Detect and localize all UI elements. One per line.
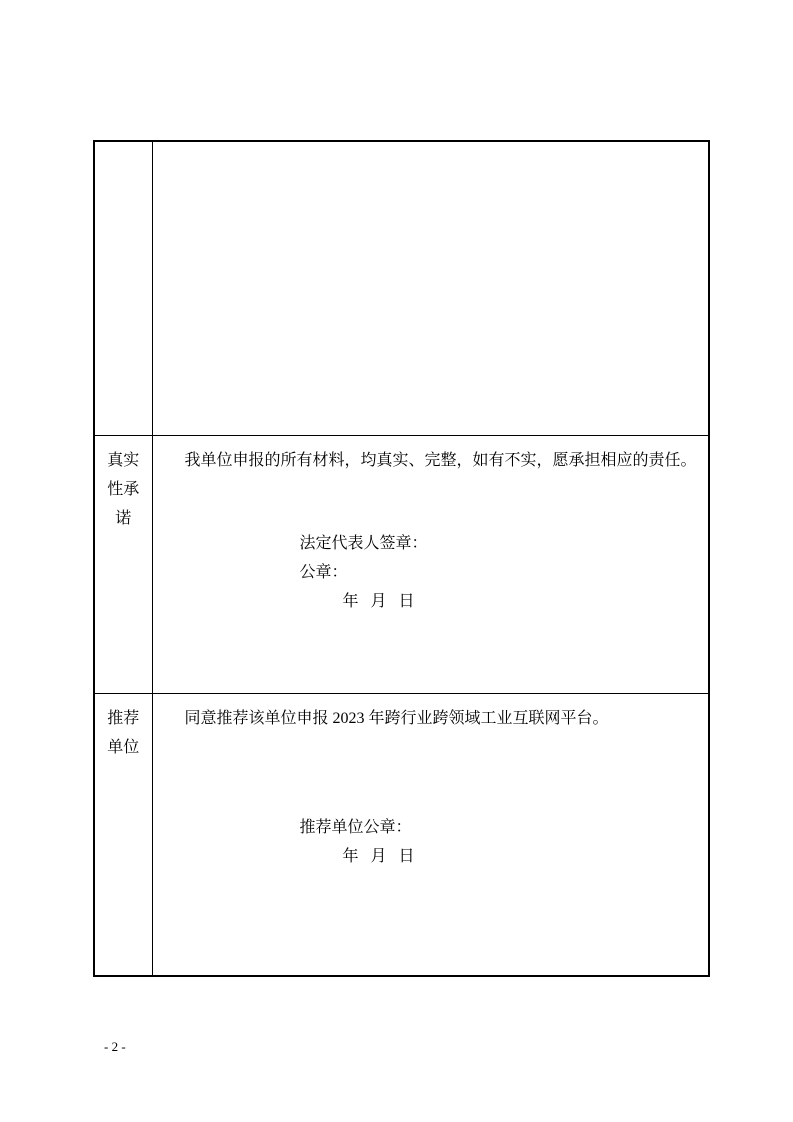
empty-row-content-cell — [152, 141, 709, 435]
commitment-label-line-2: 性承 — [107, 480, 140, 498]
form-table — [93, 140, 710, 977]
commitment-label-line-1: 真实 — [107, 451, 140, 469]
page-number: - 2 - — [104, 1039, 126, 1054]
table-row-empty — [94, 141, 709, 435]
commitment-row-content-cell — [152, 435, 709, 693]
legal-rep-seal-label: 法定代表人签章： — [299, 534, 428, 552]
recommendation-date-placeholder: 年 月 日 — [342, 847, 415, 865]
recommendation-statement: 同意推荐该单位申报 2023 年跨行业跨领域工业互联网平台。 — [184, 709, 609, 727]
company-seal-label: 公章： — [299, 563, 348, 581]
recommendation-row-content-cell — [152, 693, 709, 976]
commitment-row-label-cell — [94, 435, 152, 693]
recommendation-label-line-2: 单位 — [107, 738, 140, 756]
recommendation-label-line-1: 推荐 — [107, 709, 140, 727]
commitment-label-line-3: 诺 — [115, 509, 132, 527]
table-row-recommendation — [94, 693, 709, 976]
recommendation-signature-block — [161, 813, 701, 871]
recommendation-seal-label: 推荐单位公章： — [299, 818, 412, 836]
table-row-commitment — [94, 435, 709, 693]
commitment-statement: 我单位申报的所有材料，均真实、完整，如有不实，愿承担相应的责任。 — [184, 451, 697, 469]
recommendation-row-label-cell — [94, 693, 152, 976]
commitment-signature-block — [161, 529, 701, 616]
empty-row-label-cell — [94, 141, 152, 435]
commitment-date-placeholder: 年 月 日 — [342, 592, 415, 610]
